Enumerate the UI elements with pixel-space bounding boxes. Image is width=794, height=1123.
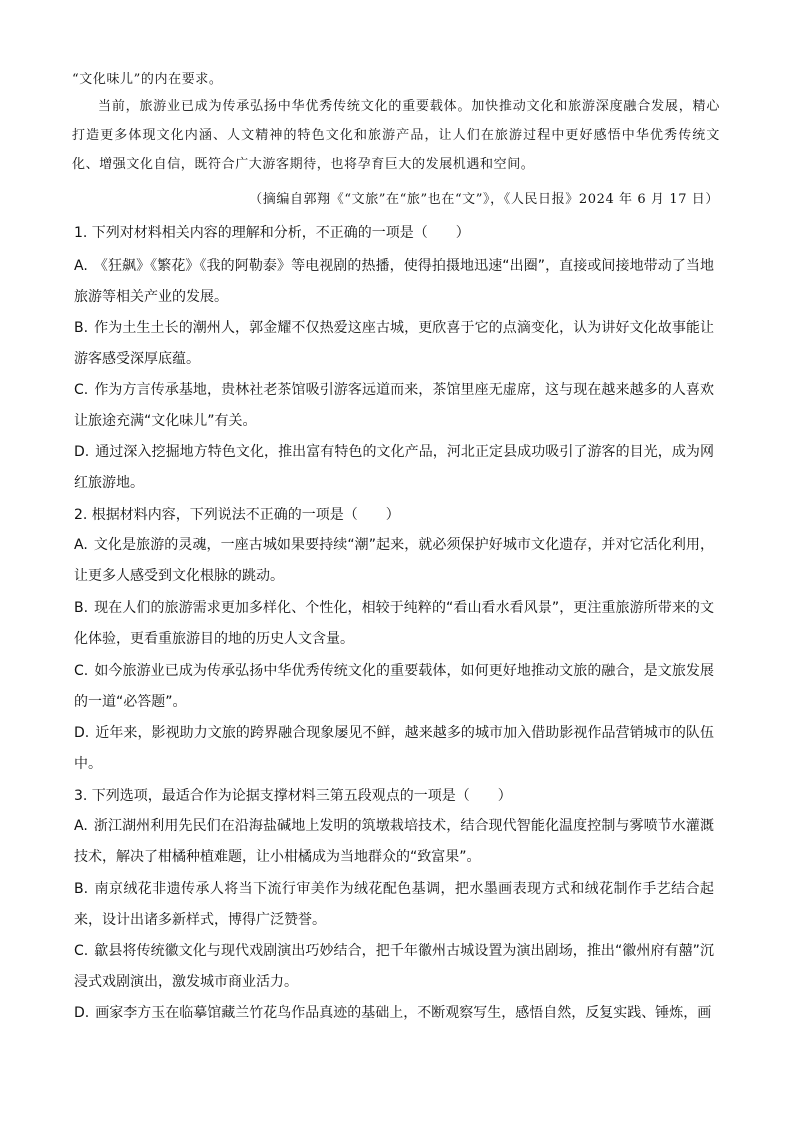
option-tag: B. [74,881,89,897]
option-tag: D. [74,1005,90,1021]
option-tag: A. [74,258,88,274]
passage-source: （摘编自郭翔《“文旅”在“旅”也在“文”》，《人民日报》2024 年 6 月 17 日） [249,192,719,207]
option-tag: B. [74,600,89,616]
option-text: 浙江湖州利用先民们在沿海盐碱地上发明的筑墩栽培技术，结合现代智能化温度控制与雾喷节水灌溉技术，解决了柑橘种植难题，让小柑橘成为当地群众的“致富果”。 [74,818,714,865]
question-2-stem: 2. 根据材料内容，下列说法不正确的一项是（ ） [74,507,400,523]
option-text: 《狂飙》《繁花》《我的阿勒泰》等电视剧的热播，使得拍摄地迅速“出圈”，直接或间接地带动了当地旅游等相关产业的发展。 [74,258,714,305]
option-text: 通过深入挖掘地方特色文化，推出富有特色的文化产品，河北正定县成功吸引了游客的目光，成为网红旅游地。 [74,444,714,491]
question-2-option-a [74,530,714,592]
question-1-option-a [74,251,714,313]
question-1-option-b [74,313,714,375]
question-2-option-c [74,656,714,718]
option-text: 文化是旅游的灵魂，一座古城如果要持续“潮”起来，就必须保护好城市文化遗存，并对它活化利用，让更多人感受到文化根脉的跳动。 [74,537,714,584]
option-text: 作为土生土长的潮州人，郭金耀不仅热爱这座古城，更欣喜于它的点滴变化，认为讲好文化故事能让游客感受深厚底蕴。 [74,320,714,367]
question-3-option-d [74,998,714,1029]
option-text: 作为方言传承基地，贵林社老茶馆吸引游客远道而来，茶馆里座无虚席，这与现在越来越多的人喜欢让旅途充满“文化味儿”有关。 [74,382,714,429]
option-text: 近年来，影视助力文旅的跨界融合现象屡见不鲜，越来越多的城市加入借助影视作品营销城市的队伍中。 [74,725,714,772]
option-text: 如今旅游业已成为传承弘扬中华优秀传统文化的重要载体，如何更好地推动文旅的融合，是文旅发展的一道“必答题”。 [74,663,714,710]
option-tag: D. [74,444,90,460]
option-text: 现在人们的旅游需求更加多样化、个性化，相较于纯粹的“看山看水看风景”，更注重旅游所带来的文化体验，更看重旅游目的地的历史人文含量。 [74,600,714,647]
question-3-option-b [74,874,714,936]
option-tag: B. [74,320,89,336]
question-1-option-d [74,437,714,499]
option-tag: D. [74,725,90,741]
option-text: 歙县将传统徽文化与现代戏剧演出巧妙结合，把千年徽州古城设置为演出剧场，推出“徽州府有囍”沉浸式戏剧演出，激发城市商业活力。 [74,943,714,990]
option-tag: C. [74,943,89,959]
question-1-option-c [74,375,714,437]
option-tag: A. [74,818,88,834]
option-tag: C. [74,663,89,679]
question-1-stem: 1. 下列对材料相关内容的理解和分析，不正确的一项是（ ） [74,225,470,241]
option-tag: C. [74,382,89,398]
question-3-option-a [74,811,714,873]
question-3-option-c [74,936,714,998]
option-text: 南京绒花非遗传承人将当下流行审美作为绒花配色基调，把水墨画表现方式和绒花制作手艺结合起来，设计出诸多新样式，博得广泛赞誉。 [74,881,714,928]
passage-carry-line: “文化味儿”的内在要求。 [72,72,223,87]
question-2-option-b [74,593,714,655]
option-text: 画家李方玉在临摹馆藏兰竹花鸟作品真迹的基础上，不断观察写生，感悟自然，反复实践、锤炼，画 [95,1005,712,1021]
option-tag: A. [74,537,88,553]
passage-paragraph: 当前，旅游业已成为传承弘扬中华优秀传统文化的重要载体。加快推动文化和旅游深度融合发展，精心打造更多体现文化内涵、人文精神的特色文化和旅游产品，让人们在旅游过程中更好感悟中华优秀传统文化、增强文化自信，既符合广大游客期待，也将孕育巨大的发展机遇和空间。 [72,99,720,172]
question-3-stem: 3. 下列选项，最适合作为论据支撑材料三第五段观点的一项是（ ） [74,788,512,804]
question-2-option-d [74,718,714,780]
